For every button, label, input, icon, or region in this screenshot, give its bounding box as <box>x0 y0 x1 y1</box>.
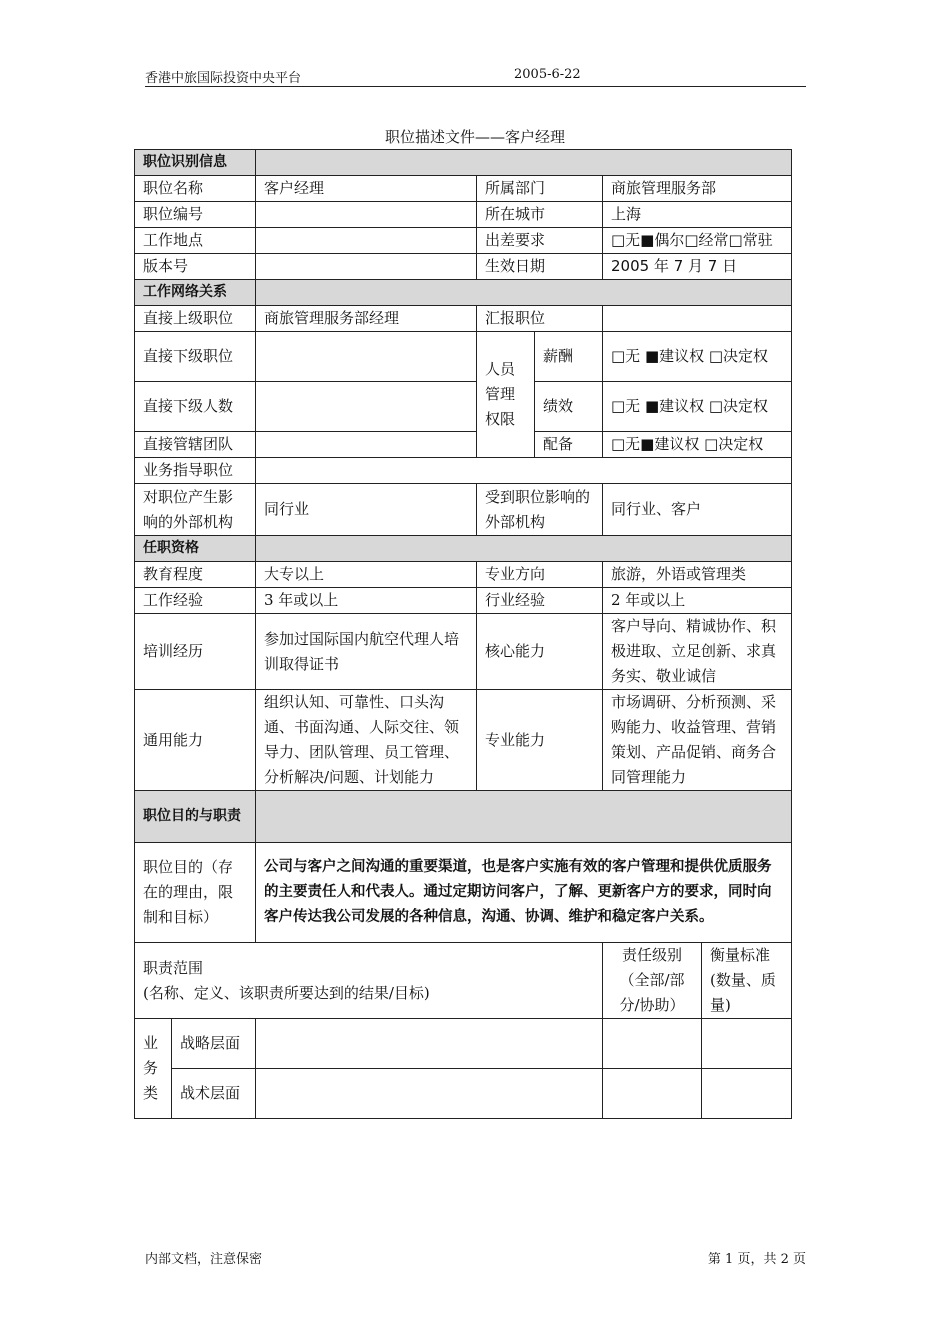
section-row-network <box>135 280 792 306</box>
value-job-code <box>256 202 477 228</box>
label-core-competency: 核心能力 <box>477 614 603 690</box>
page-header <box>145 66 806 87</box>
label-strategic-level: 战略层面 <box>172 1019 256 1069</box>
job-description-table <box>134 149 792 1119</box>
label-performance: 绩效 <box>535 382 603 432</box>
label-job-code: 职位编号 <box>135 202 256 228</box>
label-tactical-level: 战术层面 <box>172 1069 256 1119</box>
label-industry-experience: 行业经验 <box>477 588 603 614</box>
label-business-category: 业务类 <box>135 1019 172 1119</box>
label-responsibility-scope <box>135 943 603 1019</box>
label-sub-count: 直接下级人数 <box>135 382 256 432</box>
value-superior: 商旅管理服务部经理 <box>256 306 477 332</box>
label-guidance: 业务指导职位 <box>135 458 256 484</box>
label-report: 汇报职位 <box>477 306 603 332</box>
section-row-purpose <box>135 791 792 843</box>
value-external-influenced: 同行业、客户 <box>603 484 792 536</box>
value-core-competency: 客户导向、精诚协作、积极进取、立足创新、求真务实、敬业诚信 <box>603 614 792 690</box>
footer-page-number: 第 1 页，共 2 页 <box>707 1252 806 1267</box>
value-salary: □无 ■建议权 □决定权 <box>603 332 792 382</box>
label-external-influenced: 受到职位影响的外部机构 <box>477 484 603 536</box>
value-job-purpose: 公司与客户之间沟通的重要渠道，也是客户实施有效的客户管理和提供优质服务的主要责任人和代表人。通过定期访问客户，了解、更新客户方的要求，同时向客户传达我公司发展的各种信息，沟通、协调、维护和稳定客户关系。 <box>256 843 792 943</box>
document-title: 职位描述文件——客户经理 <box>384 128 565 146</box>
value-staffing: □无■建议权 □决定权 <box>603 432 792 458</box>
label-team: 直接管辖团队 <box>135 432 256 458</box>
header-date: 2005-6-22 <box>514 67 581 82</box>
value-version <box>256 254 477 280</box>
value-work-location <box>256 228 477 254</box>
section-row-identity <box>135 150 792 176</box>
value-work-experience: 3 年或以上 <box>256 588 477 614</box>
value-general-competency: 组织认知、可靠性、口头沟通、书面沟通、人际交往、领导力、团队管理、员工管理、分析解决/问题、计划能力 <box>256 690 477 791</box>
section-row-qualification <box>135 536 792 562</box>
footer-confidential: 内部文档，注意保密 <box>145 1252 263 1267</box>
value-department: 商旅管理服务部 <box>603 176 792 202</box>
label-travel: 出差要求 <box>477 228 603 254</box>
value-education: 大专以上 <box>256 562 477 588</box>
value-performance: □无 ■建议权 □决定权 <box>603 382 792 432</box>
label-subordinate: 直接下级职位 <box>135 332 256 382</box>
section-identity: 职位识别信息 <box>135 150 256 176</box>
label-department: 所属部门 <box>477 176 603 202</box>
value-city: 上海 <box>603 202 792 228</box>
value-travel: □无■偶尔□经常□常驻 <box>603 228 792 254</box>
value-industry-experience: 2 年或以上 <box>603 588 792 614</box>
label-education: 教育程度 <box>135 562 256 588</box>
label-responsibility-level: 责任级别（全部/部分/协助） <box>603 943 702 1019</box>
label-superior: 直接上级职位 <box>135 306 256 332</box>
value-professional-competency: 市场调研、分析预测、采购能力、收益管理、营销策划、产品促销、商务合同管理能力 <box>603 690 792 791</box>
label-training: 培训经历 <box>135 614 256 690</box>
label-authority: 人员管理权限 <box>477 332 535 458</box>
label-professional-competency: 专业能力 <box>477 690 603 791</box>
value-report <box>603 306 792 332</box>
label-staffing: 配备 <box>535 432 603 458</box>
value-effective-date: 2005 年 7 月 7 日 <box>603 254 792 280</box>
label-salary: 薪酬 <box>535 332 603 382</box>
label-job-purpose: 职位目的（存在的理由，限制和目标） <box>135 843 256 943</box>
scope-subtitle: (名称、定义、该职责所要达到的结果/目标) <box>143 983 430 1002</box>
value-external-influencer: 同行业 <box>256 484 477 536</box>
value-training: 参加过国际国内航空代理人培训取得证书 <box>256 614 477 690</box>
label-measurement: 衡量标准(数量、质量) <box>702 943 792 1019</box>
label-job-name: 职位名称 <box>135 176 256 202</box>
label-work-location: 工作地点 <box>135 228 256 254</box>
scope-title: 职责范围 <box>143 958 204 977</box>
label-external-influencer: 对职位产生影响的外部机构 <box>135 484 256 536</box>
section-purpose: 职位目的与职责 <box>135 791 256 843</box>
value-job-name: 客户经理 <box>256 176 477 202</box>
label-city: 所在城市 <box>477 202 603 228</box>
label-general-competency: 通用能力 <box>135 690 256 791</box>
section-network: 工作网络关系 <box>135 280 256 306</box>
label-effective-date: 生效日期 <box>477 254 603 280</box>
header-company: 香港中旅国际投资中央平台 <box>145 71 302 86</box>
section-qualification: 任职资格 <box>135 536 256 562</box>
label-version: 版本号 <box>135 254 256 280</box>
label-major: 专业方向 <box>477 562 603 588</box>
page-footer <box>145 1248 806 1267</box>
value-major: 旅游，外语或管理类 <box>603 562 792 588</box>
label-work-experience: 工作经验 <box>135 588 256 614</box>
